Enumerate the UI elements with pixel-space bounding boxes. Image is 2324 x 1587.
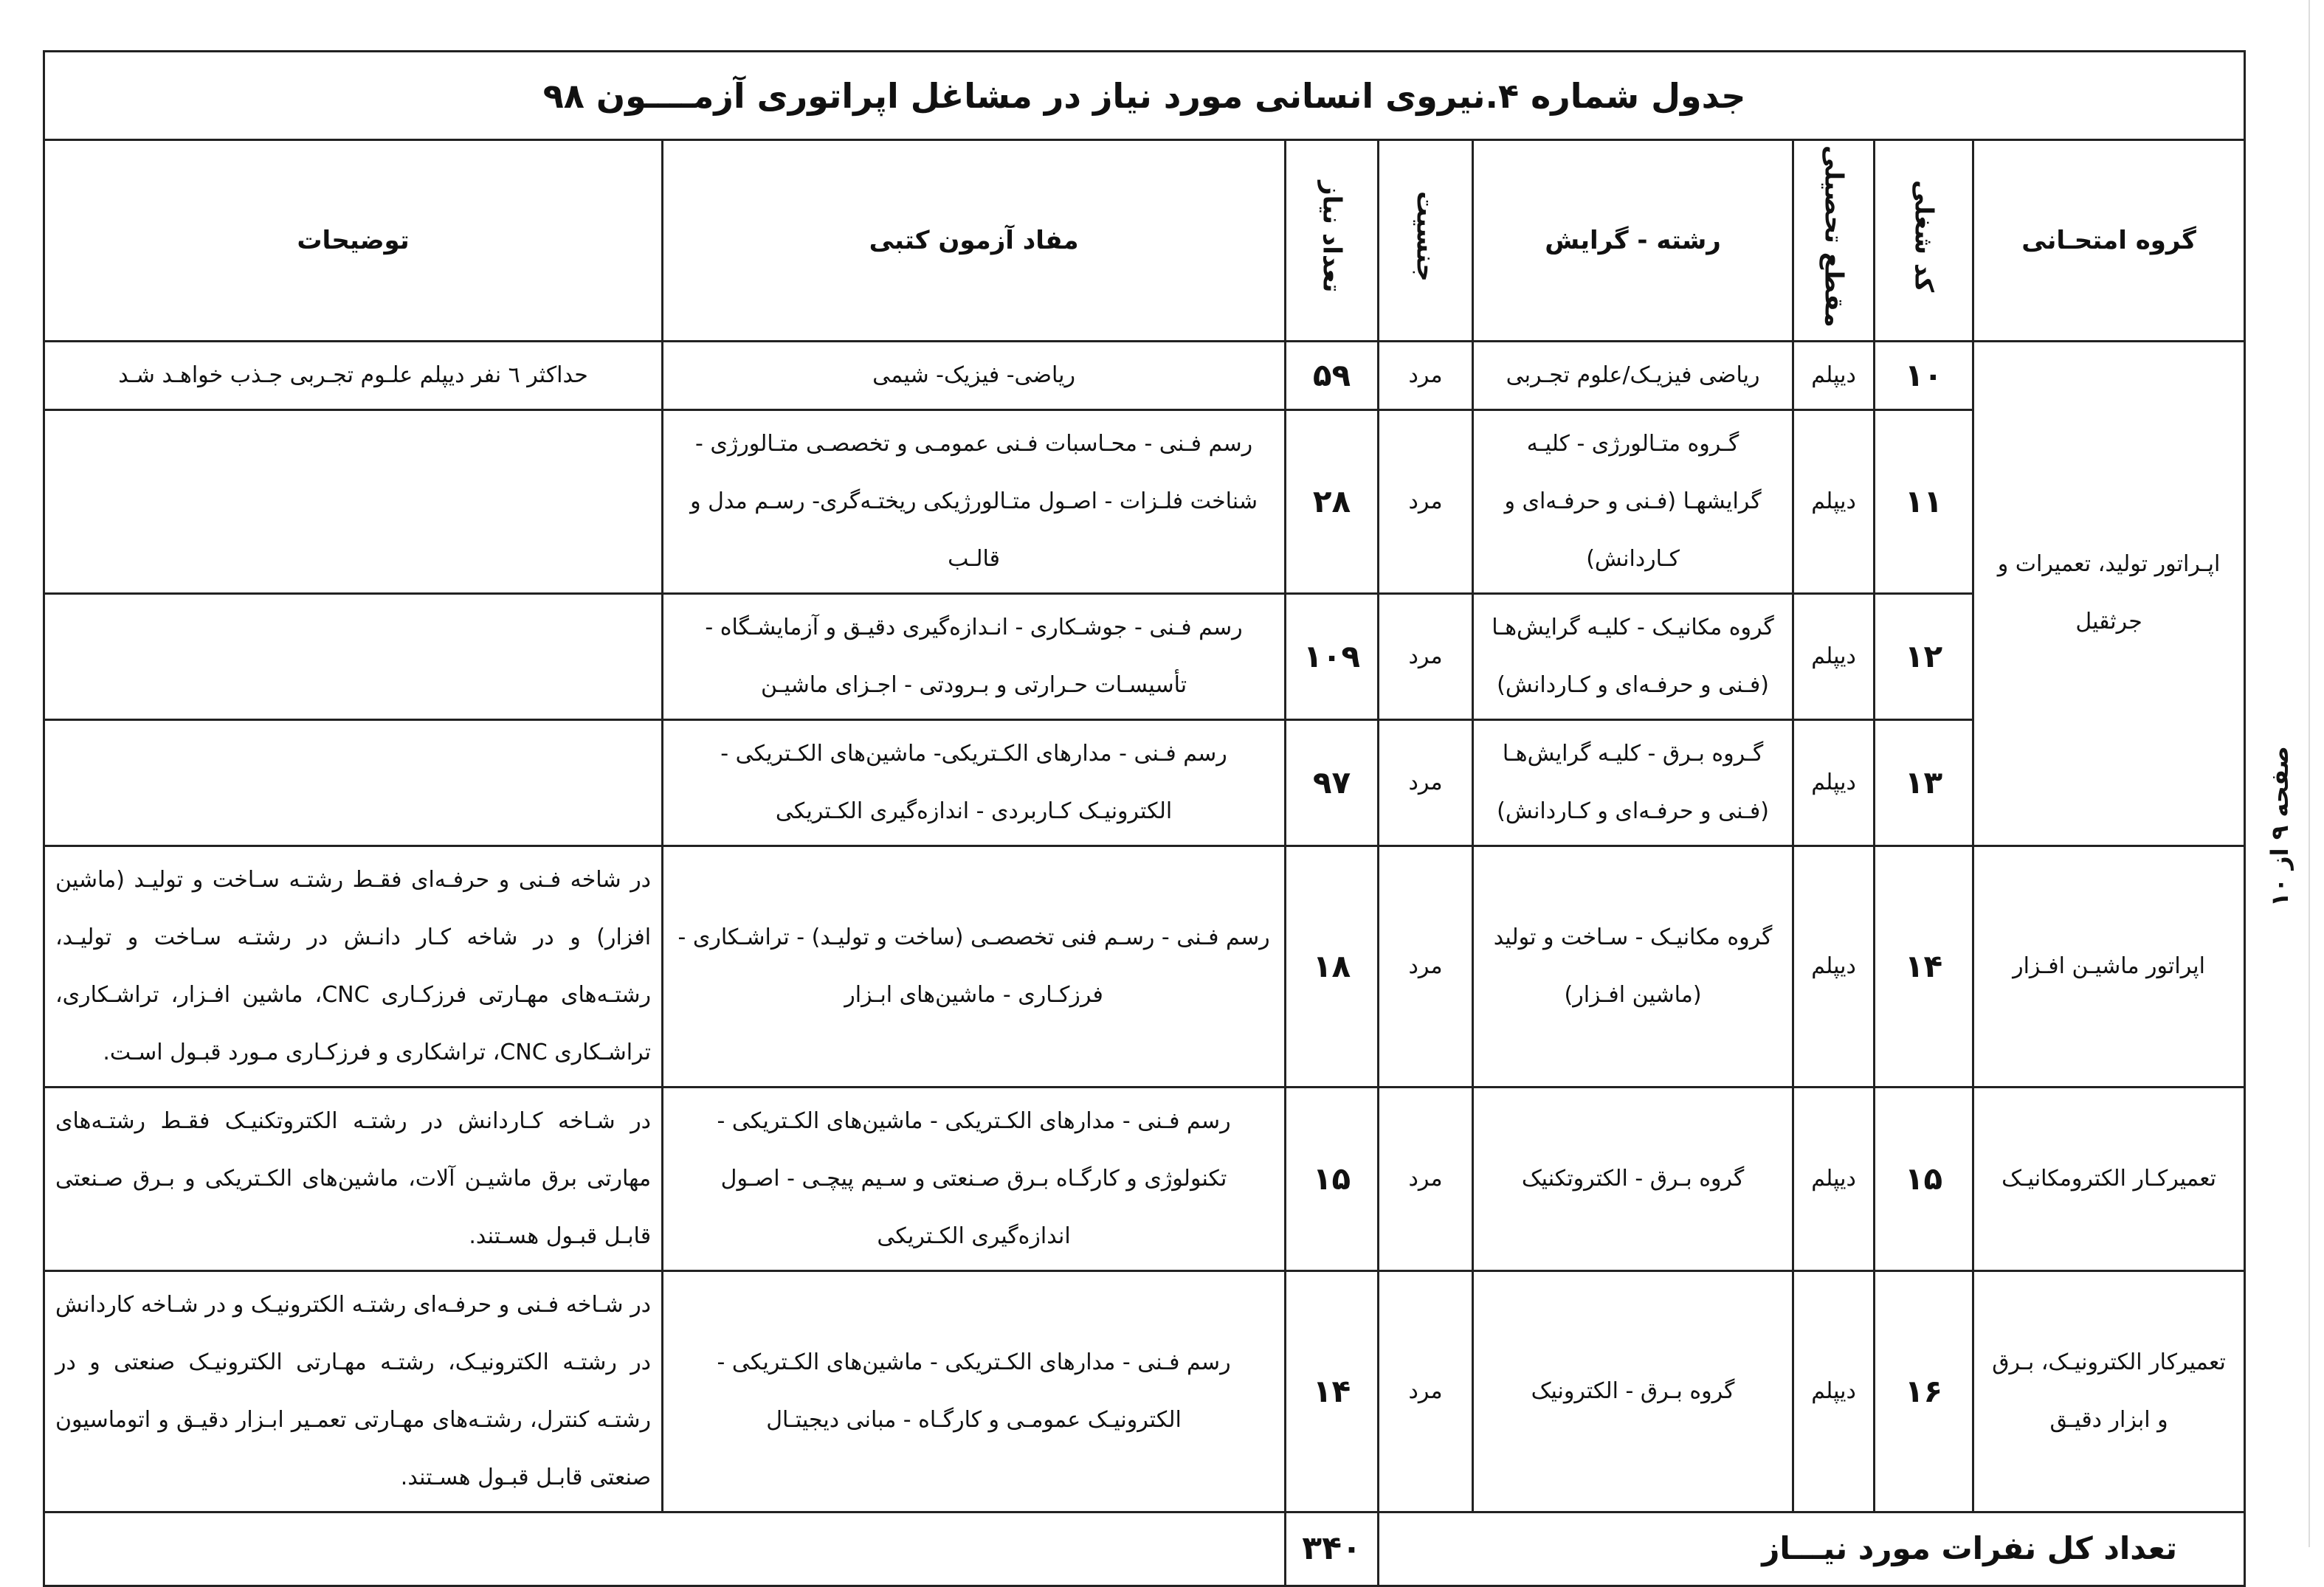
manpower-table bbox=[43, 50, 2246, 1587]
job-code: ۱۵ bbox=[1875, 1087, 1973, 1270]
header-group: گروه امتحـانی bbox=[1973, 140, 2245, 342]
header-count: تعداد نیاز bbox=[1286, 140, 1379, 342]
total-count: ۳۴۰ bbox=[1286, 1512, 1379, 1586]
field-cell: ریاضی فیزیـک/علوم تجـربی bbox=[1473, 341, 1793, 409]
header-degree: مقطع تحصیلی bbox=[1793, 140, 1875, 342]
header-gender: جنسیت bbox=[1379, 140, 1473, 342]
page-edge-divider bbox=[2309, 0, 2310, 1547]
table-row bbox=[44, 593, 2245, 719]
header-field: رشته - گرایش bbox=[1473, 140, 1793, 342]
page-number: صفحه ۹ از ۱۰ bbox=[2266, 746, 2294, 907]
degree-cell: دیپلم bbox=[1793, 846, 1875, 1087]
exam-cell: رسم فـنی - جوشـکاری - انـدازه‌گیری دقیـق و آزمایشـگاه - تأسیسـات حـرارتی و بـرودتی - اجـزای ماشیـن bbox=[663, 593, 1286, 719]
gender-cell: مرد bbox=[1379, 719, 1473, 846]
notes-cell: در شـاخه فـنی و حرفـه‌ای رشتـه الکترونیـک و در شـاخه کاردانش در رشتـه الکترونیـک، رشتـه مهـارتی الکترونیـک صنعتی و در رشتـه کنترل، رشتـه‌های مهـارتی تعمـیر ابـزار دقیـق و اتوماسیون صنعتی قابـل قبـول هسـتند. bbox=[44, 1270, 663, 1512]
group-cell: اپـراتور تولید، تعمیرات و جرثقیل bbox=[1973, 341, 2245, 846]
field-cell: گروه بـرق - الکتروتکنیک bbox=[1473, 1087, 1793, 1270]
table-row bbox=[44, 409, 2245, 593]
job-code: ۱۶ bbox=[1875, 1270, 1973, 1512]
count-cell: ۱۴ bbox=[1286, 1270, 1379, 1512]
exam-cell: رسم فـنی - مدارهای الکـتریکی- ماشین‌های الکـتریکی - الکترونیـک کـاربردی - اندازه‌گیری الکـتریکی bbox=[663, 719, 1286, 846]
table-row bbox=[44, 1270, 2245, 1512]
notes-cell bbox=[44, 409, 663, 593]
job-code: ۱۴ bbox=[1875, 846, 1973, 1087]
count-cell: ۹۷ bbox=[1286, 719, 1379, 846]
exam-cell: رسم فـنی - مدارهای الکـتریکی - ماشین‌های الکـتریکی - الکترونیـک عمومـی و کارگـاه - مبانی دیجیتـال bbox=[663, 1270, 1286, 1512]
exam-cell: ریاضی- فیزیک- شیمی bbox=[663, 341, 1286, 409]
degree-cell: دیپلم bbox=[1793, 1087, 1875, 1270]
table-row bbox=[44, 341, 2245, 409]
job-code: ۱۰ bbox=[1875, 341, 1973, 409]
notes-cell bbox=[44, 719, 663, 846]
total-empty-cell bbox=[44, 1512, 1286, 1586]
field-cell: گـروه بـرق - کلیـه گرایش‌هـا (فـنی و حرفـه‌ای و کـاردانش) bbox=[1473, 719, 1793, 846]
group-cell: تعمیرکار الکترونیـک، بـرق و ابزار دقیـق bbox=[1973, 1270, 2245, 1512]
group-cell: اپراتور ماشیـن افـزار bbox=[1973, 846, 2245, 1087]
total-label: تعداد کل نفرات مورد نیـــاز bbox=[1379, 1512, 2245, 1586]
notes-cell: در شاخه فـنی و حرفـه‌ای فقـط رشتـه سـاخت و تولیـد (ماشین افزار) و در شاخه کـار دانـش در رشتـه سـاخت و تولیـد، رشتـه‌های مهـارتی فرزکـاری CNC، ماشین افـزار، تراشـکاری، تراشـکاری CNC، تراشکاری و فرزکـاری مـورد قبـول اسـت. bbox=[44, 846, 663, 1087]
notes-cell bbox=[44, 593, 663, 719]
field-cell: گـروه متـالورژی - کلیـه گرایشهـا (فـنی و حرفـه‌ای و کـاردانش) bbox=[1473, 409, 1793, 593]
job-code: ۱۳ bbox=[1875, 719, 1973, 846]
exam-cell: رسم فـنی - محـاسبات فـنی عمومـی و تخصصـی متـالورژی - شناخت فلـزات - اصـول متـالورژیکی ریختـه‌گری- رسـم مدل و قالـب bbox=[663, 409, 1286, 593]
header-row bbox=[44, 140, 2245, 342]
degree-cell: دیپلم bbox=[1793, 593, 1875, 719]
gender-cell: مرد bbox=[1379, 846, 1473, 1087]
header-code: کد شغلی bbox=[1875, 140, 1973, 342]
table-row bbox=[44, 1087, 2245, 1270]
table-row bbox=[44, 719, 2245, 846]
job-code: ۱۱ bbox=[1875, 409, 1973, 593]
group-cell: تعمیرکـار الکترومکانیـک bbox=[1973, 1087, 2245, 1270]
degree-cell: دیپلم bbox=[1793, 409, 1875, 593]
total-row bbox=[44, 1512, 2245, 1586]
field-cell: گروه مکانیـک - سـاخت و تولید (ماشین افـزار) bbox=[1473, 846, 1793, 1087]
exam-cell: رسم فـنی - مدارهای الکـتریکی - ماشین‌های الکـتریکی - تکنولوژی و کارگـاه بـرق صـنعتی و سـیم پیچـی - اصـول اندازه‌گیری الکـتریکی bbox=[663, 1087, 1286, 1270]
gender-cell: مرد bbox=[1379, 1270, 1473, 1512]
exam-cell: رسم فـنی - رسـم فنی تخصصـی (ساخت و تولیـد) - تراشـکاری - فرزکـاری - ماشین‌های ابـزار bbox=[663, 846, 1286, 1087]
header-exam: مفاد آزمون کتبی bbox=[663, 140, 1286, 342]
field-cell: گروه مکانیـک - کلیـه گرایش‌هـا (فـنی و حرفـه‌ای و کـاردانش) bbox=[1473, 593, 1793, 719]
gender-cell: مرد bbox=[1379, 1087, 1473, 1270]
count-cell: ۲۸ bbox=[1286, 409, 1379, 593]
count-cell: ۱۵ bbox=[1286, 1087, 1379, 1270]
notes-cell: در شـاخه کـاردانش در رشتـه الکتروتکنیـک فقـط رشتـه‌های مهارتی برق ماشیـن آلات، ماشین‌های الکـتریکی و بـرق صـنعتی قابـل قبـول هسـتند. bbox=[44, 1087, 663, 1270]
job-code: ۱۲ bbox=[1875, 593, 1973, 719]
count-cell: ۱۰۹ bbox=[1286, 593, 1379, 719]
degree-cell: دیپلم bbox=[1793, 1270, 1875, 1512]
table-title: جدول شماره ۴.نیروی انسانی مورد نیاز در مشاغل اپراتوری آزمــــون ۹۸ bbox=[44, 52, 2245, 140]
gender-cell: مرد bbox=[1379, 341, 1473, 409]
gender-cell: مرد bbox=[1379, 409, 1473, 593]
count-cell: ۱۸ bbox=[1286, 846, 1379, 1087]
degree-cell: دیپلم bbox=[1793, 719, 1875, 846]
notes-cell: حداکثر ٦ نفر دیپلم علـوم تجـربی جـذب خواهـد شـد bbox=[44, 341, 663, 409]
field-cell: گروه بـرق - الکترونیک bbox=[1473, 1270, 1793, 1512]
header-notes: توضیحات bbox=[44, 140, 663, 342]
gender-cell: مرد bbox=[1379, 593, 1473, 719]
count-cell: ۵۹ bbox=[1286, 341, 1379, 409]
degree-cell: دیپلم bbox=[1793, 341, 1875, 409]
table-row bbox=[44, 846, 2245, 1087]
